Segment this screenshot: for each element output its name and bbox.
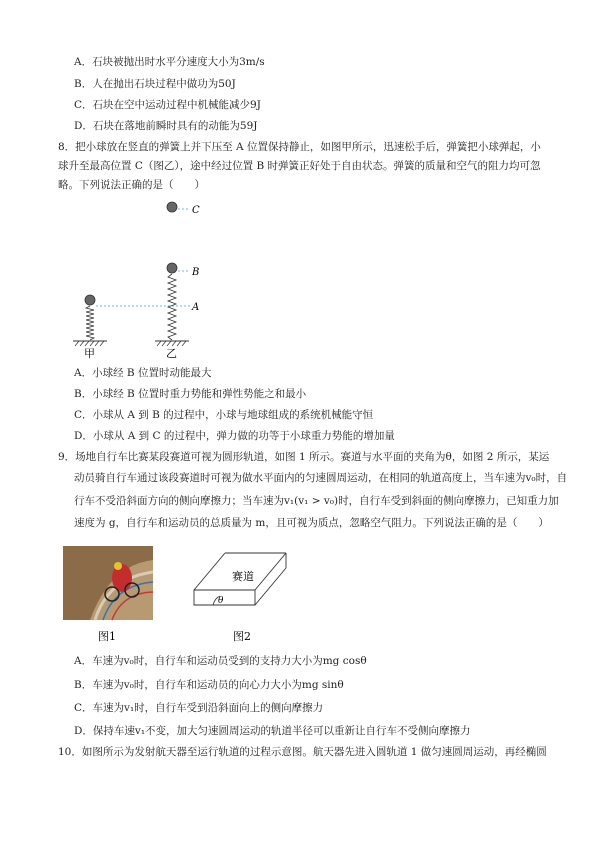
- q8-stem-line-3: 略。下列说法正确的是（ ）: [58, 179, 205, 191]
- label-c: C: [192, 205, 200, 216]
- q9-stem-line-2: 动员骑自行车通过该段赛道时可视为做水平面内的匀速圆周运动，在相同的轨道高度上，当车速为v₀时，自: [74, 472, 568, 484]
- q8-option-c: C．小球从 A 到 B 的过程中，小球与地球组成的系统机械能守恒: [74, 409, 374, 421]
- q9-option-b: B．车速为v₀时，自行车和运动员的向心力大小为mg sinθ: [74, 679, 344, 691]
- label-yi: 乙: [166, 347, 177, 360]
- q7-option-a: A．石块被抛出时水平分速度大小为3m/s: [74, 56, 265, 68]
- velodrome-photo: [63, 546, 153, 620]
- fig2-label: 图2: [233, 630, 251, 643]
- label-jia: 甲: [84, 347, 95, 360]
- label-b: B: [192, 267, 200, 278]
- fig2-angle: θ: [218, 596, 224, 606]
- q8-stem-line-2: 球升至最高位置 C（图乙），途中经过位置 B 时弹簧正好处于自由状态。弹簧的质量和空气的阻力均可忽: [58, 160, 541, 172]
- q8-stem-line-1: 8．把小球放在竖直的弹簧上并下压至 A 位置保持静止，如图甲所示，迅速松手后，弹簧把小球弹起，小: [58, 141, 541, 153]
- q9-option-c: C．车速为v₁时，自行车受到沿斜面向上的侧向摩擦力: [74, 702, 324, 714]
- q9-option-d: D．保持车速v₁不变，加大匀速圆周运动的轨道半径可以重新让自行车不受侧向摩擦力: [74, 725, 471, 737]
- label-a: A: [192, 302, 200, 313]
- fig2-track-label: 赛道: [232, 570, 254, 583]
- q8-option-a: A．小球经 B 位置时动能最大: [74, 367, 212, 379]
- q9-stem-line-4: 速度为 g，自行车和运动员的总质量为 m，且可视为质点，忽略空气阻力。下列说法正确的是（ ）: [74, 517, 549, 529]
- q9-stem-line-1: 9．场地自行车比赛某段赛道可视为圆形轨道，如图 1 所示。赛道与水平面的夹角为θ，如图 2 所示，某运: [58, 451, 550, 463]
- q8-option-b: B．小球经 B 位置时重力势能和弹性势能之和最小: [74, 388, 307, 400]
- q10-stem-line-1: 10．如图所示为发射航天器至运行轨道的过程示意图。航天器先进入圆轨道 1 做匀速圆周运动，再经椭圆: [58, 746, 547, 758]
- q7-option-c: C．石块在空中运动过程中机械能减少9J: [74, 99, 261, 111]
- q7-option-b: B．人在抛出石块过程中做功为50J: [74, 78, 236, 90]
- q9-option-a: A．车速为v₀时，自行车和运动员受到的支持力大小为mg cosθ: [74, 655, 367, 667]
- q8-option-d: D．小球从 A 到 C 的过程中，弹力做的功等于小球重力势能的增加量: [74, 430, 395, 442]
- fig1-label: 图1: [98, 630, 116, 643]
- q7-option-d: D．石块在落地前瞬时具有的动能为59J: [74, 120, 258, 132]
- q9-stem-line-3: 行车不受沿斜面方向的侧向摩擦力；当车速为v₁(v₁ > v₀)时，自行车受到斜面的侧向摩擦力，已知重力加: [74, 495, 559, 507]
